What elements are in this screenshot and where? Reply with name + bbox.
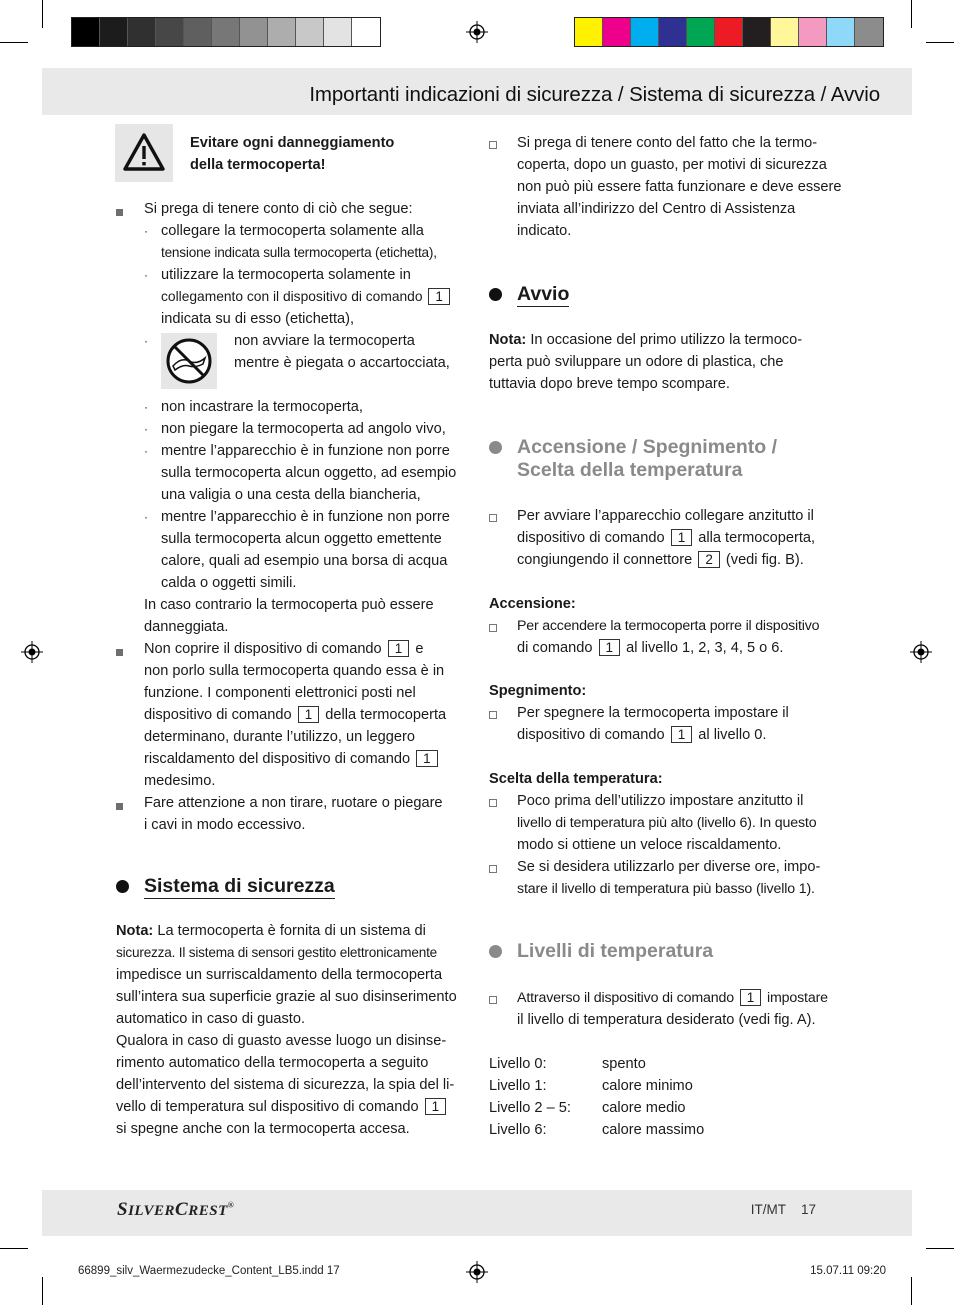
left-column-text (116, 198, 468, 836)
no-folded-blanket-icon (161, 333, 217, 389)
section-bullet-icon (489, 441, 502, 454)
color-swatch (240, 18, 268, 46)
list-item: · mentre l’apparecchio è in funzione non porre sulla termocoperta alcun oggetto, ad esempio una valigia o una cesta della biancheria, (144, 443, 457, 503)
list-item: · mentre l’apparecchio è in funzione non porre sulla termocoperta alcun oggetto emettente calore, quali ad esempio una borsa di acqua calda o oggetti simili. (144, 509, 450, 591)
open-square-bullet-icon (489, 514, 497, 522)
open-square-bullet-icon (489, 865, 497, 873)
ref-box-1: 1 (416, 750, 438, 767)
registration-mark-icon (910, 641, 932, 663)
page-info: IT/MT 17 (750, 1202, 816, 1217)
slug-filename: 66899_silv_Waermezudecke_Content_LB5.indd 17 (78, 1265, 340, 1277)
list-item: · non incastrare la termocoperta, (144, 399, 363, 415)
accensione-paragraph: Per accendere la termocoperta porre il dispositivo di comando 1 al livello 1, 2, 3, 4, 5 o 6. (489, 615, 849, 659)
registration-mark-icon (466, 1261, 488, 1283)
list-item: · non avviare la termocoperta mentre è piegata o accartocciata, (144, 330, 468, 396)
open-square-bullet-icon (489, 141, 497, 149)
open-square-bullet-icon (489, 799, 497, 807)
section-bullet-icon (489, 945, 502, 958)
livelli-paragraph: Attraverso il dispositivo di comando 1 impostare il livello di temperatura desiderato (vedi fig. A). (489, 987, 849, 1031)
crop-mark (42, 1277, 43, 1305)
accensione-label: Accensione: (489, 596, 576, 612)
crop-mark (911, 1277, 912, 1305)
color-swatch (296, 18, 324, 46)
color-swatch (72, 18, 100, 46)
color-swatch (659, 18, 687, 46)
color-swatch (771, 18, 799, 46)
ref-box-1: 1 (298, 706, 320, 723)
cables-paragraph: Fare attenzione a non tirare, ruotare o piegare i cavi in modo eccessivo. (116, 792, 468, 836)
else-text: In caso contrario la termocoperta può essere danneggiata. (144, 597, 434, 635)
silvercrest-logo: SILVERCREST® (117, 1199, 235, 1220)
ref-box-1: 1 (671, 529, 693, 546)
list-item: · non piegare la termocoperta ad angolo vivo, (144, 421, 446, 437)
no-folded-blanket-icon-box (161, 333, 217, 389)
open-square-bullet-icon (489, 624, 497, 632)
fault-paragraph: Si prega di tenere conto del fatto che la termo- coperta, dopo un guasto, per motivi di sicurezza non può più essere fatta funzionare e deve essere inviata all’indirizzo del Centro di Assistenza indicato. (489, 132, 845, 242)
color-swatch (212, 18, 240, 46)
color-swatch (575, 18, 603, 46)
temperatura-paragraph-2: Se si desidera utilizzarlo per diverse ore, impo- stare il livello di temperatura più basso (livello 1). (489, 856, 849, 900)
ref-box-1: 1 (388, 640, 410, 657)
square-bullet-icon (116, 803, 123, 810)
color-swatch (743, 18, 771, 46)
intro-text: Si prega di tenere conto di ciò che segue: (144, 201, 413, 217)
ref-box-1: 1 (428, 288, 450, 305)
grayscale-color-bar (71, 17, 381, 47)
section-heading-livelli: Livelli di temperatura (517, 940, 714, 962)
color-swatch (128, 18, 156, 46)
list-item: · collegare la termocoperta solamente alla tensione indicata sulla termocoperta (etichetta), (144, 223, 437, 260)
section-bullet-icon (116, 880, 129, 893)
list-item: · utilizzare la termocoperta solamente in collegamento con il dispositivo di comando 1 indicata su di esso (etichetta), (144, 264, 468, 330)
slug-date: 15.07.11 09:20 (810, 1265, 886, 1277)
level-row: Livello 2 – 5: calore medio (489, 1100, 686, 1116)
color-swatch (799, 18, 827, 46)
crop-mark (0, 42, 28, 43)
color-swatch (631, 18, 659, 46)
square-bullet-icon (116, 649, 123, 656)
color-swatch (687, 18, 715, 46)
warning-triangle-icon (115, 124, 173, 182)
warning-icon-box (115, 124, 173, 182)
temperatura-paragraph-1: Poco prima dell’utilizzo impostare anzitutto il livello di temperatura più alto (livello 6). In questo modo si ottiene un veloce riscaldamento. (489, 790, 849, 856)
ref-box-1: 1 (740, 989, 761, 1006)
open-square-bullet-icon (489, 996, 497, 1004)
page-number: 17 (800, 1202, 816, 1217)
open-square-bullet-icon (489, 711, 497, 719)
crop-mark (926, 42, 954, 43)
section-heading-avvio: Avvio (517, 283, 570, 305)
level-row: Livello 1: calore minimo (489, 1078, 693, 1094)
color-swatch (100, 18, 128, 46)
crop-mark (911, 0, 912, 28)
color-swatch (715, 18, 743, 46)
crop-mark (0, 1248, 28, 1249)
color-swatch (827, 18, 855, 46)
level-row: Livello 0: spento (489, 1056, 646, 1072)
square-bullet-icon (116, 209, 123, 216)
section-heading-accensione: Accensione / Spegnimento / Scelta della temperatura (517, 436, 778, 481)
section-heading-sistema-di-sicurezza: Sistema di sicurezza (144, 875, 335, 897)
color-swatch (603, 18, 631, 46)
ref-box-1: 1 (599, 639, 621, 656)
level-row: Livello 6: calore massimo (489, 1122, 705, 1138)
warning-title: Evitare ogni danneggiamento della termocoperta! (190, 135, 395, 173)
scelta-temperatura-label: Scelta della temperatura: (489, 771, 663, 787)
color-swatch (324, 18, 352, 46)
avvio-note: Nota: In occasione del primo utilizzo la termoco- perta può sviluppare un odore di plastica, che tuttavia dopo breve tempo scompare. (489, 332, 803, 392)
color-swatch (268, 18, 296, 46)
color-swatch (855, 18, 883, 46)
spegnimento-label: Spegnimento: (489, 683, 587, 699)
registration-mark-icon (21, 641, 43, 663)
cover-paragraph: Non coprire il dispositivo di comando 1 e non porlo sulla termocoperta quando essa è in funzione. I componenti elettronici posti nel dispositivo di comando 1 della termocoperta determinano, durante l’utilizzo, un leggero riscaldamento del dispositivo di comando 1 medesimo. (116, 638, 468, 792)
process-color-bar (574, 17, 884, 47)
crop-mark (926, 1248, 954, 1249)
color-swatch (184, 18, 212, 46)
page-title: Importanti indicazioni di sicurezza / Sistema di sicurezza / Avvio (309, 83, 880, 106)
section-bullet-icon (489, 288, 502, 301)
levels-table (489, 1053, 849, 1141)
ref-box-2: 2 (698, 551, 720, 568)
ref-box-1: 1 (671, 726, 693, 743)
color-swatch (352, 18, 380, 46)
safety-text: Nota: La termocoperta è fornita di un sistema di sicurezza. Il sistema di sensori gestito elettronicamente impedisce un surriscaldamento della termocoperta sull’intera sua superficie grazie al suo disinserimento automatico in caso di guasto. Qualora in caso di guasto avesse luogo un disinse- rimento automatico della termocoperta a seguito dell’intervento del sistema di sicurezza, la spia del li- vello di temperatura sul dispositivo di comando 1 si spegne anche con la termocoperta accesa. (116, 923, 457, 1137)
color-swatch (156, 18, 184, 46)
ref-box-1: 1 (425, 1098, 447, 1115)
crop-mark (42, 0, 43, 28)
start-paragraph: Per avviare l’apparecchio collegare anzitutto il dispositivo di comando 1 alla termocoperta, congiungendo il connettore 2 (vedi fig. B). (489, 505, 845, 571)
registration-mark-icon (466, 21, 488, 43)
spegnimento-paragraph: Per spegnere la termocoperta impostare il dispositivo di comando 1 al livello 0. (489, 702, 845, 746)
